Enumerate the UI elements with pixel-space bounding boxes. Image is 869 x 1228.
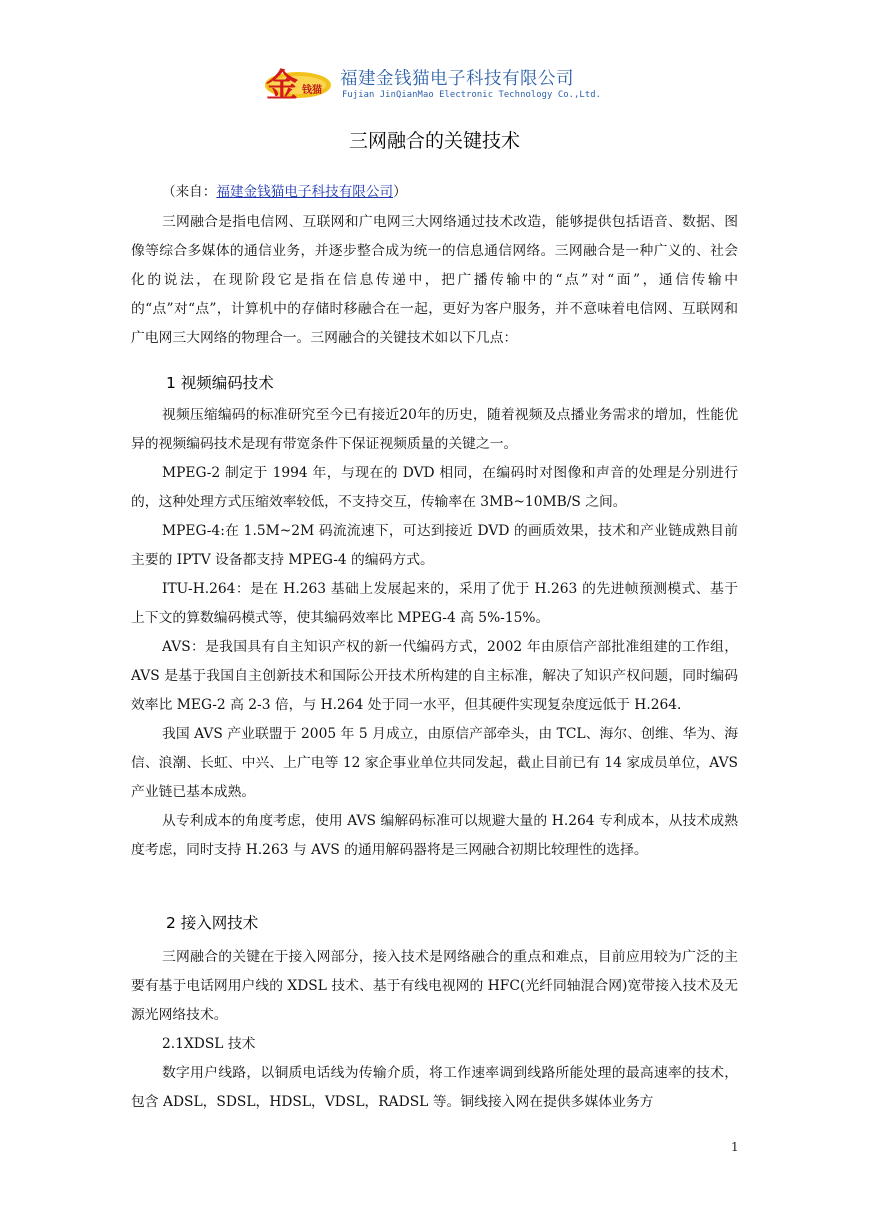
company-name-en: Fujian JinQianMao Electronic Technology Co.,Ltd. bbox=[342, 90, 602, 100]
source-suffix: ） bbox=[393, 184, 407, 200]
source-line bbox=[162, 180, 407, 200]
company-name-cn: 福建金钱猫电子科技有限公司 bbox=[340, 69, 574, 89]
paragraph: 三网融合的关键在于接入网部分，接入技术是网络融合的重点和难点，目前应用较为广泛的主要有基于电话网用户线的 XDSL 技术、基于有线电视网的 HFC(光纤同轴混合网)宽带接入技术及无源光网络技术。 bbox=[131, 949, 738, 1023]
section-heading-video-coding: 1 视频编码技术 bbox=[166, 374, 274, 392]
page-title: 三网融合的关键技术 bbox=[348, 130, 520, 152]
paragraph: ITU-H.264：是在 H.263 基础上发展起来的，采用了优于 H.263 的先进帧预测模式、基于上下文的算数编码模式等，使其编码效率比 MPEG-4 高 5%-15%。 bbox=[131, 581, 738, 626]
paragraph: AVS：是我国具有自主知识产权的新一代编码方式，2002 年由原信产部批准组建的工作组，AVS 是基于我国自主创新技术和国际公开技术所构建的自主标准，解决了知识产权问题，同时编码效率比 MEG-2 高 2-3 倍，与 H.264 处于同一水平，但其硬件实现复杂度远低于 H.264. bbox=[131, 639, 738, 713]
section-heading-access-network: 2 接入网技术 bbox=[166, 914, 259, 932]
section1-body bbox=[131, 401, 738, 865]
company-logo bbox=[262, 62, 334, 106]
logo-small-text: 钱猫 bbox=[302, 85, 322, 96]
source-link[interactable]: 福建金钱猫电子科技有限公司 bbox=[216, 184, 394, 200]
section2-body bbox=[131, 943, 738, 1117]
company-header bbox=[262, 62, 622, 106]
paragraph: 视频压缩编码的标准研究至今已有接近20年的历史，随着视频及点播业务需求的增加，性能优异的视频编码技术是现有带宽条件下保证视频质量的关键之一。 bbox=[131, 407, 738, 452]
intro-paragraph: 三网融合是指电信网、互联网和广电网三大网络通过技术改造，能够提供包括语音、数据、图像等综合多媒体的通信业务，并逐步整合成为统一的信息通信网络。三网融合是一种广义的、社会化的说法，在现阶段它是指在信息传递中，把广播传输中的“点”对“面”，通信传输中的“点”对“点”，计算机中的存储时移融合在一起，更好为客户服务，并不意味着电信网、互联网和广电网三大网络的物理合一。三网融合的关键技术如以下几点： bbox=[131, 214, 738, 346]
paragraph: 从专利成本的角度考虑，使用 AVS 编解码标准可以规避大量的 H.264 专利成本，从技术成熟度考虑，同时支持 H.263 与 AVS 的通用解码器将是三网融合初期比较理性的选择。 bbox=[131, 813, 738, 858]
subsection-heading: 2.1XDSL 技术 bbox=[162, 1036, 256, 1052]
paragraph: MPEG-4:在 1.5M~2M 码流流速下，可达到接近 DVD 的画质效果，技术和产业链成熟目前主要的 IPTV 设备都支持 MPEG-4 的编码方式。 bbox=[131, 523, 738, 568]
paragraph: 数字用户线路，以铜质电话线为传输介质，将工作速率调到线路所能处理的最高速率的技术，包含 ADSL，SDSL，HDSL，VDSL，RADSL 等。铜线接入网在提供多媒体业务方 bbox=[131, 1065, 738, 1110]
logo-glyph: 金 bbox=[266, 66, 299, 104]
intro-block bbox=[131, 208, 738, 353]
paragraph: 我国 AVS 产业联盟于 2005 年 5 月成立，由原信产部牵头，由 TCL、海尔、创维、华为、海信、浪潮、长虹、中兴、上广电等 12 家企事业单位共同发起，截止目前已有 14 家成员单位，AVS 产业链已基本成熟。 bbox=[131, 726, 738, 800]
page-number: 1 bbox=[731, 1140, 739, 1154]
source-prefix: （来自： bbox=[162, 184, 217, 200]
paragraph: MPEG-2 制定于 1994 年，与现在的 DVD 相同，在编码时对图像和声音的处理是分别进行的，这种处理方式压缩效率较低，不支持交互，传输率在 3MB~10MB/S 之间。 bbox=[131, 465, 738, 510]
